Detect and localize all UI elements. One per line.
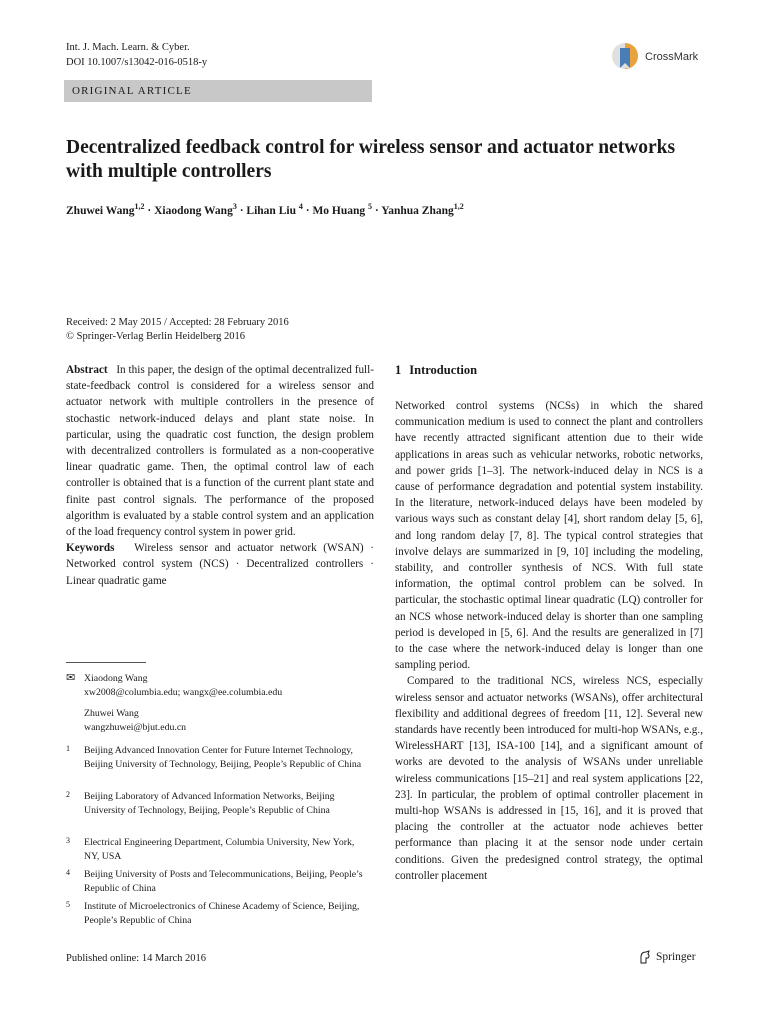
- keywords-label: Keywords: [66, 542, 115, 555]
- author[interactable]: Zhuwei Wang$^{1,2}$: [66, 202, 145, 217]
- right-column: [395, 362, 703, 884]
- second-author-email[interactable]: wangzhuwei@bjut.edu.cn: [84, 721, 187, 733]
- journal-info: [66, 40, 207, 70]
- introduction-paragraph-2: Compared to the traditional NCS, wireless NCS, especially wireless sensor and actuator networks (WSANs), offer architectural flexibility and additional degrees of freedom [11, 12]. Several new standards have recently been introduced for multi-hop WSANs, e.g., WirelessHART [13], ISA-100 [14], and a significant amount of works are devoted to the analysis of WSANs under unreliable wireless communications [15–21] and real system applications [22, 23]. In particular, the problem of optimal controller placement in multi-hop WSANs is addressed in [15, 16], and it is proved that placing the controller at the actuator node achieves better performance than placing it at the sensor node under certain conditions. Given the predesigned control strategy, the optimal controller placement: [395, 675, 703, 882]
- keywords: [66, 540, 374, 589]
- publication-dates: [66, 316, 289, 344]
- published-online: Published online: 14 March 2016: [66, 953, 206, 964]
- corresponding-author-name: Xiaodong Wang: [84, 673, 148, 684]
- publisher-logo: [638, 950, 696, 964]
- author[interactable]: Xiaodong Wang$^3$: [154, 202, 237, 217]
- affiliation-item: 5 Institute of Microelectronics of Chinese Academy of Science, Beijing, People’s Republic of China: [66, 900, 360, 926]
- envelope-icon: ✉: [66, 672, 76, 684]
- author[interactable]: Yanhua Zhang$^{1,2}$: [381, 202, 464, 217]
- abstract-text: In this paper, the design of the optimal decentralized full-state-feedback control is considered for a wireless sensor and actuator network with multiple controllers in the presence of stochastic network-induced delays and plant state noise. In particular, using the quadratic cost function, the design problem with decentralized controllers is formulated as a non-cooperative linear quadratic game. Then, the optimal control law of each controller is obtained that is a function of the current plant state and finite past control signals. The performance of the proposed algorithm is evaluated by a stable control system and an application of the load frequency control system in power grid.: [66, 364, 374, 539]
- corresponding-author-email[interactable]: xw2008@columbia.edu; wangx@ee.columbia.edu: [84, 686, 283, 698]
- publisher-name: Springer: [656, 951, 696, 963]
- affiliation-item: 4 Beijing University of Posts and Telecommunications, Beijing, People’s Republic of China: [66, 868, 363, 894]
- affiliation-item: 2 Beijing Laboratory of Advanced Information Networks, Beijing University of Technology, Beijing, People’s Republic of China: [66, 790, 335, 816]
- footnote-divider: [66, 662, 146, 663]
- introduction-paragraph-1: Networked control systems (NCSs) in which the shared communication medium is used to connect the plant and controllers have recently attracted significant attention due to their wide applications in areas such as vehicular networks, robotic networks, and power grids [1–3]. The network-induced delay in NCS is a cause of performance degradation and potential system instability. In the literature, network-induced delays have been modeled by various ways such as constant delay [4], short random delay [5, 6], and long random delay [7, 8]. The typical control strategies that involve delays are summarized in [9, 10] including the modeling, stability, and controller synthesis of NCS. With full state information, the optimal control problem can be solved. In particular, the stochastic optimal linear quadratic (LQ) controller for an NCS whose network-induced delay is shorter than one sampling period is developed in [5, 6]. And the results are generalized in [7] to the case where the network-induced delay is longer than one sampling period.: [395, 400, 703, 672]
- second-author-name: Zhuwei Wang: [84, 708, 139, 719]
- keywords-text: Wireless sensor and actuator network (WSAN) · Networked control system (NCS) · Decentralized controllers · Linear quadratic game: [66, 542, 374, 587]
- author-list: Zhuwei Wang$^{1,2}$ · Xiaodong Wang$^3$ · Lihan Liu $^4$ · Mo Huang $^5$ · Yanhua Zhang$^{1,2}$: [66, 202, 464, 217]
- doi[interactable]: DOI 10.1007/s13042-016-0518-y: [66, 57, 208, 68]
- left-column: [66, 362, 374, 589]
- author[interactable]: Mo Huang $^5$: [312, 202, 373, 217]
- springer-horse-icon: [638, 950, 652, 964]
- author[interactable]: Lihan Liu $^4$: [246, 202, 303, 217]
- affiliation-item: 3 Electrical Engineering Department, Columbia University, New York, NY, USA: [66, 836, 355, 862]
- copyright: © Springer-Verlag Berlin Heidelberg 2016: [66, 331, 246, 342]
- contact-block: [66, 672, 366, 734]
- received-accepted: Received: 2 May 2015 / Accepted: 28 February 2016: [66, 317, 289, 328]
- section-heading-introduction: 1 Introduction: [395, 363, 478, 377]
- crossmark-label: CrossMark: [645, 51, 699, 63]
- crossmark-icon: [611, 42, 639, 72]
- paper-title: Decentralized feedback control for wireless sensor and actuator networks with multiple controllers: [66, 137, 676, 182]
- abstract: [66, 362, 374, 540]
- crossmark-badge[interactable]: [611, 40, 721, 74]
- journal-name: Int. J. Mach. Learn. & Cyber.: [66, 42, 190, 53]
- abstract-label: Abstract: [66, 364, 108, 376]
- article-type-bar: ORIGINAL ARTICLE: [64, 80, 372, 102]
- affiliation-item: 1 Beijing Advanced Innovation Center for Future Internet Technology, Beijing University of Technology, Beijing, People’s Republic of China: [66, 744, 362, 770]
